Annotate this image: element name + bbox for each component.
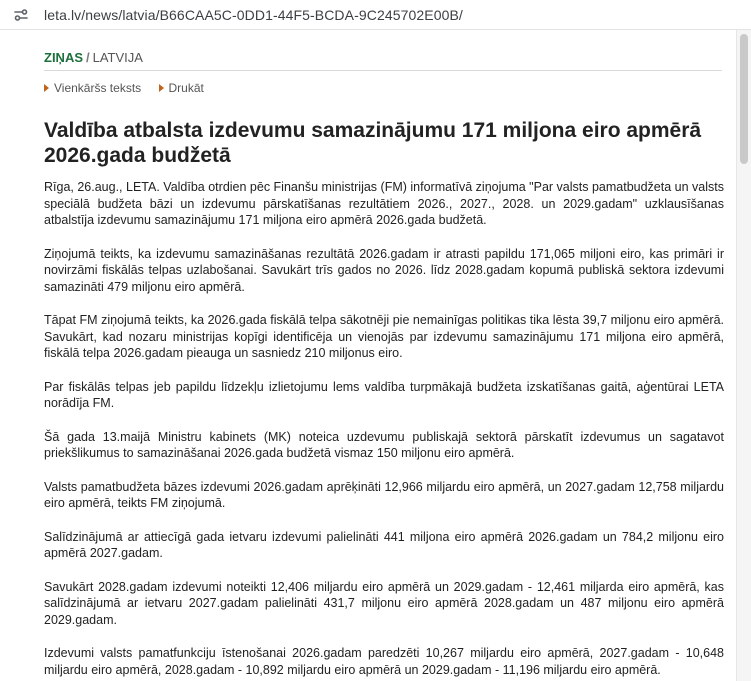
article-paragraph: Savukārt 2028.gadam izdevumi noteikti 12,406 miljardu eiro apmērā un 2029.gadam - 12,461 miljarda eiro apmērā, kas salīdzinājumā ar ietvaru 2027.gadam palielināti 431,7 miljonu eiro apmērā 2028.gadam un 487 miljonu eiro apmērā 2029.gadam.: [44, 579, 724, 627]
arrow-right-icon: [44, 84, 49, 92]
site-settings-icon[interactable]: [13, 7, 29, 23]
article-tools: [44, 81, 218, 95]
breadcrumb-subsection[interactable]: LATVIJA: [92, 50, 143, 65]
divider: [44, 70, 722, 71]
scrollbar-thumb[interactable]: [740, 34, 748, 164]
article-paragraph: Izdevumi valsts pamatfunkciju īstenošanai 2026.gadam paredzēti 10,267 miljardu eiro apmērā, 2027.gadam - 10,648 miljardu eiro apmērā, 2028.gadam - 10,892 miljardu eiro apmērā un 2029.gadam - 11,196 miljardu eiro apmērā.: [44, 646, 724, 677]
plain-text-button[interactable]: [44, 81, 141, 95]
url-text[interactable]: leta.lv/news/latvia/B66CAA5C-0DD1-44F5-BCDA-9C245702E00B/: [44, 7, 463, 23]
article-paragraph: Valsts pamatbudžeta bāzes izdevumi 2026.gadam aprēķināti 12,966 miljardu eiro apmērā, un 2027.gadam 12,758 miljardu eiro apmērā, teikts FM ziņojumā.: [44, 479, 724, 510]
article-body: [44, 179, 724, 681]
article-title: Valdība atbalsta izdevumu samazinājumu 171 miljona eiro apmērā 2026.gada budžetā: [44, 119, 702, 167]
address-bar[interactable]: [0, 0, 751, 30]
article-paragraph: Ziņojumā teikts, ka izdevumu samazināšanas rezultātā 2026.gadam ir atrasti papildu 171,065 miljoni eiro, kas primāri ir novirzāmi fiskālās telpas uzlabošanai. Savukārt trīs gados no 2026. līdz 2028.gadam kopumā publiskā sektora izdevumi samazināti 479 miljonu eiro apmērā.: [44, 246, 724, 294]
breadcrumb-separator: /: [86, 50, 90, 65]
article-paragraph: Rīga, 26.aug., LETA. Valdība otrdien pēc Finanšu ministrijas (FM) informatīvā ziņojuma "Par valsts pamatbudžeta un valsts speciālā budžeta bāzi un izdevumu pārskatīšanas rezultātiem 2026., 2027., 2028. un 2029.gadam" uzklausīšanas atbalstīja izdevumu samazinājumu 171 miljona eiro apmērā 2026.gada budžetā.: [44, 180, 724, 227]
article-paragraph: Šā gada 13.maijā Ministru kabinets (MK) noteica uzdevumu publiskajā sektorā pārskatīt izdevumus un sagatavot priekšlikumus to samazināšanai 2026.gada budžetā vismaz 150 miljonu eiro apmērā.: [44, 429, 724, 460]
print-label: Drukāt: [168, 81, 204, 95]
arrow-right-icon: [159, 84, 164, 92]
plain-text-label: Vienkāršs teksts: [54, 81, 142, 95]
article-page: [0, 30, 736, 681]
breadcrumb-section[interactable]: ZIŅAS: [44, 50, 83, 65]
article-paragraph: Par fiskālās telpas jeb papildu līdzekļu izlietojumu lems valdība turpmākajā budžeta izskatīšanas gaitā, aģentūrai LETA norādīja FM.: [44, 379, 724, 410]
article-paragraph: Salīdzinājumā ar attiecīgā gada ietvaru izdevumi palielināti 441 miljona eiro apmērā 2026.gadam un 784,2 miljonu eiro apmērā 2027.gadam.: [44, 529, 724, 560]
print-button[interactable]: [159, 81, 204, 95]
article-paragraph: Tāpat FM ziņojumā teikts, ka 2026.gada fiskālā telpa sākotnēji pie nemainīgas politikas tika lēsta 39,7 miljonu eiro apmērā. Savukārt, kad nozaru ministrijas kopīgi identificēja un vienojās par izdevumu samazinājumu 171 miljona eiro apmērā, fiskālā telpa 2026.gadam pieauga un sasniedz 210 miljonus eiro.: [44, 313, 724, 360]
page-scrollbar[interactable]: [736, 30, 751, 681]
breadcrumb: [44, 50, 143, 65]
